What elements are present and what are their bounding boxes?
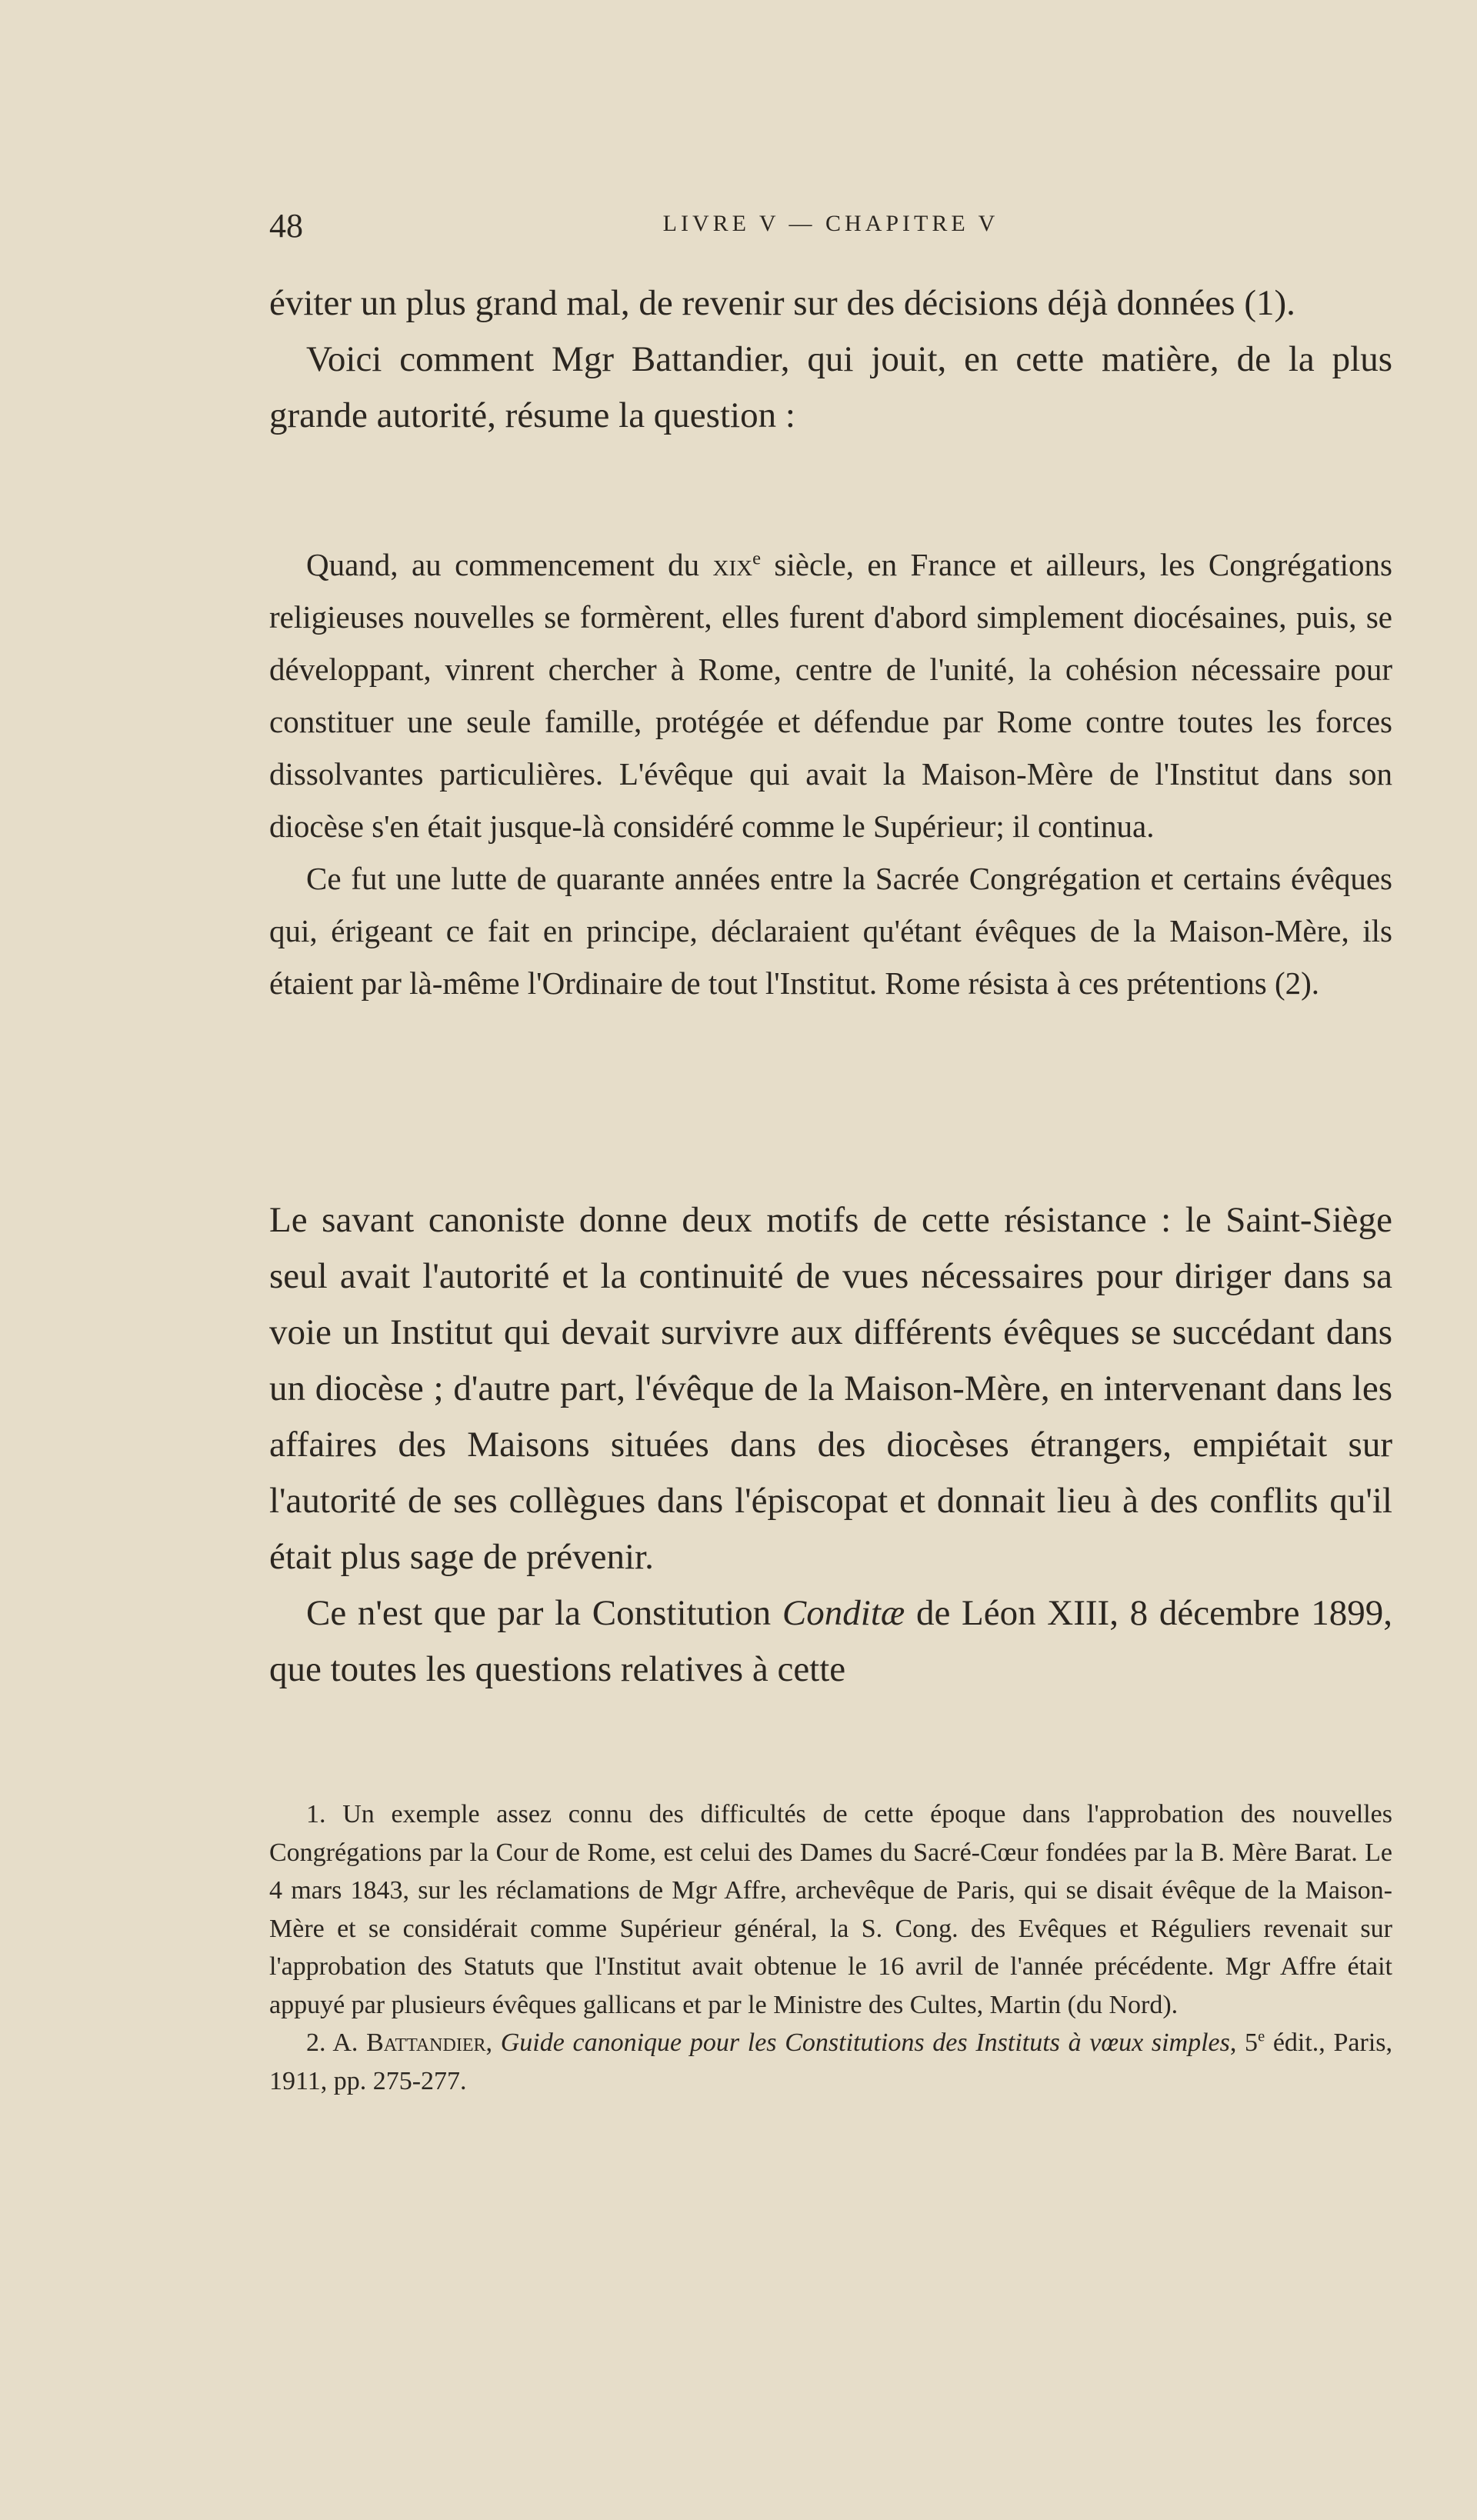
footnote-2 <box>269 2024 1392 2100</box>
century-numeral: xix <box>712 547 753 582</box>
running-title: LIVRE V — CHAPITRE V <box>662 211 999 236</box>
footnote-2-prefix: 2. A. <box>306 2028 367 2057</box>
para4-text-end: de Léon XIII, 8 décembre 1899, que toutes les questions relatives à cette <box>269 1593 1393 1689</box>
paragraph-intro: Voici comment Mgr Battandier, qui jouit, en cette matière, de la plus grande autorité, résume la question : <box>269 339 1392 435</box>
page-number: 48 <box>269 207 303 245</box>
quote-paragraph-1 <box>269 538 1392 852</box>
footnote-2-publication: édit., Paris, 1911, pp. 275-277. <box>269 2028 1393 2095</box>
footnote-2-author: Battandier <box>366 2028 486 2057</box>
paragraph-motives: Le savant canoniste donne deux motifs de cette résistance : le Saint-Siège seul avait l'autorité et la continuité de vues nécessaires pour diriger dans sa voie un Institut qui devait survivre aux différents évêques se succédant dans un diocèse ; d'autre part, l'évêque de la Maison-Mère, en intervenant dans les affaires des Maisons situées dans des diocèses étrangers, empiétait sur l'autorité de ses collègues dans l'épiscopat et donnait lieu à des conflits qu'il était plus sage de prévenir. <box>269 1200 1392 1577</box>
quote1-text-start: Quand, au commencement du <box>306 547 713 582</box>
paragraph-constitution <box>269 1585 1392 1698</box>
block-quotation <box>269 538 1392 1009</box>
page-header <box>269 206 1392 248</box>
quote-paragraph-2: Ce fut une lutte de quarante années entre la Sacrée Congrégation et certains évêques qui, érigeant ce fait en principe, déclaraient qu'étant évêques de la Maison-Mère, ils étaient par là-même l'Ordinaire de tout l'Institut. Rome résista à ces prétentions (2). <box>269 861 1392 1001</box>
constitution-title: Conditæ <box>782 1593 905 1633</box>
para4-text-start: Ce n'est que par la Constitution <box>306 1593 782 1633</box>
century-superscript: e <box>752 548 761 569</box>
footnote-2-separator: , <box>485 2028 501 2057</box>
footnote-1: 1. Un exemple assez connu des difficultés de cette époque dans l'approbation des nouvelles Congrégations par la Cour de Rome, est celui des Dames du Sacré-Cœur fondées par la B. Mère Barat. Le 4 mars 1843, sur les réclamations de Mgr Affre, archevêque de Paris, qui se disait évêque de la Maison-Mère et se considérait comme Supérieur général, la S. Cong. des Evêques et Réguliers revenait sur l'approbation des Statuts que l'Institut avait obtenue le 16 avril de l'année précédente. Mgr Affre était appuyé par plusieurs évêques gallicans et par le Ministre des Cultes, Martin (du Nord). <box>269 1800 1392 2019</box>
footnote-2-superscript: e <box>1258 2028 1265 2045</box>
footnotes <box>269 1795 1392 2100</box>
footnote-2-book-title: Guide canonique pour les Constitutions des Instituts à vœux simples <box>500 2028 1230 2057</box>
body-paragraphs-bottom <box>269 1192 1392 1698</box>
quote1-text-end: siècle, en France et ailleurs, les Congrégations religieuses nouvelles se formèrent, elles furent d'abord simplement diocésaines, puis, se développant, vinrent chercher à Rome, centre de l'unité, la cohésion nécessaire pour constituer une seule famille, protégée et défendue par Rome contre toutes les forces dissolvantes particulières. L'évêque qui avait la Maison-Mère de l'Institut dans son diocèse s'en était jusque-là considéré comme le Supérieur; il continua. <box>269 547 1392 844</box>
footnote-2-edition: , 5 <box>1229 2028 1259 2057</box>
body-paragraphs-top <box>269 275 1392 444</box>
paragraph-continuation: éviter un plus grand mal, de revenir sur des décisions déjà données (1). <box>269 283 1295 323</box>
